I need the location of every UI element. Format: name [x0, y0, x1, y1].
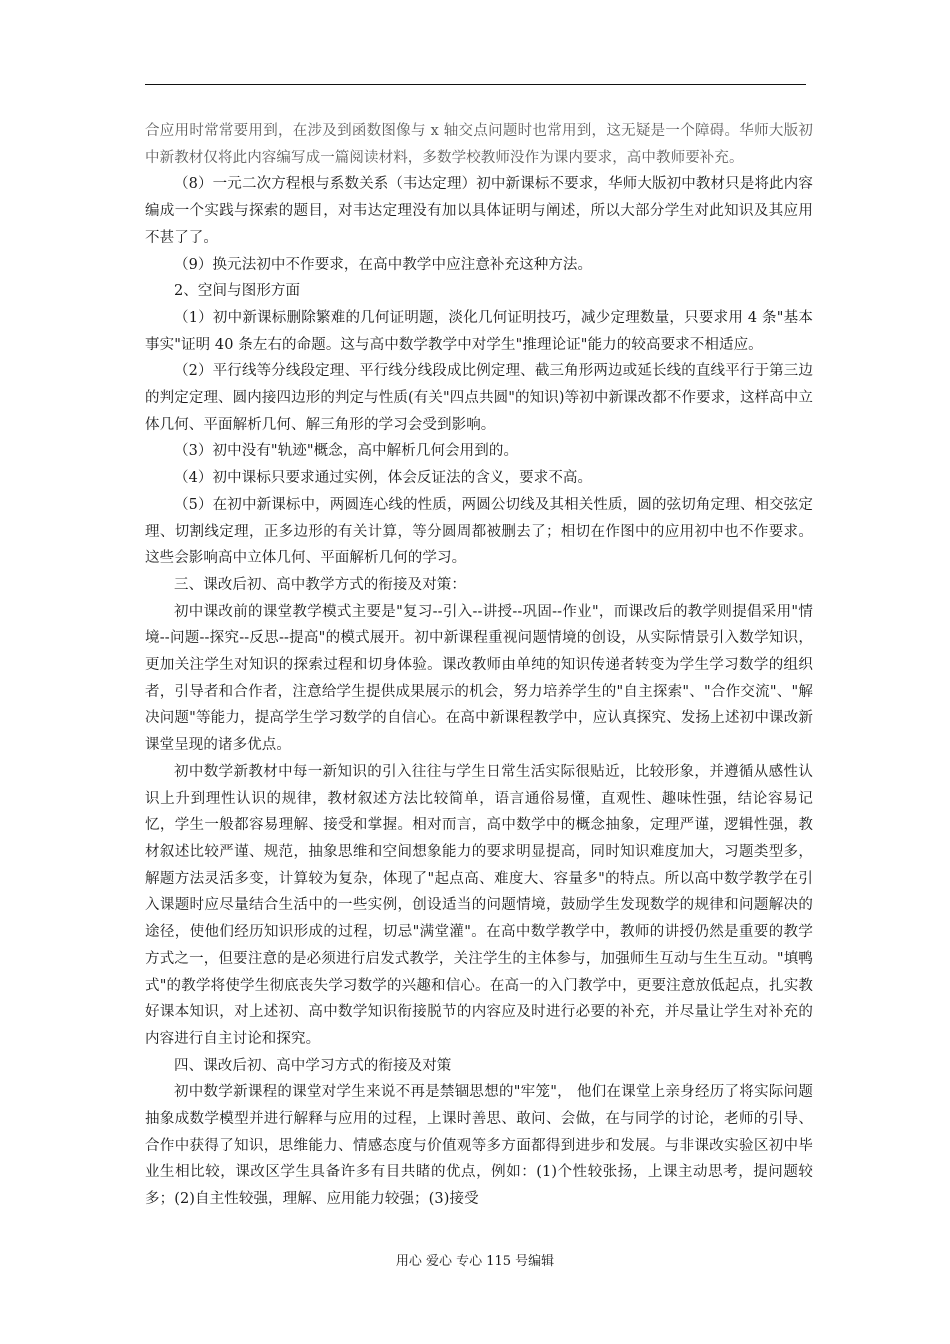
page-footer: 用心 爱心 专心 115 号编辑	[395, 1254, 555, 1269]
section-heading-geometry: 2、空间与图形方面	[174, 283, 301, 300]
paragraph-item-9: （9）换元法初中不作要求，在高中教学中应注意补充这种方法。	[174, 256, 593, 273]
section-heading-teaching-methods: 三、课改后初、高中教学方式的衔接及对策：	[174, 576, 466, 593]
paragraph-teaching-2: 初中数学新教材中每一新知识的引入往往与学生日常生活实际很贴近，比较形象，并遵循从感性认识上升到理性认识的规律，教材叙述方法比较简单，语言通俗易懂，直观性、趣味性强，结论容易记忆，学生一般都容易理解、接受和掌握。相对而言，高中数学中的概念抽象，定理严谨，逻辑性强，教材叙述比较严谨、规范，抽象思维和空间想象能力的要求明显提高，同时知识难度加大，习题类型多，解题方法灵活多变，计算较为复杂，体现了"起点高、难度大、容量多"的特点。所以高中数学教学在引入课题时应尽量结合生活中的一些实例，创设适当的问题情境，鼓励学生发现数学的规律和问题解决的途径，使他们经历知识形成的过程，切忌"满堂灌"。在高中数学教学中，教师的讲授仍然是重要的教学方式之一，但要注意的是必须进行启发式教学，关注学生的主体参与，加强师生互动与生生互动。"填鸭式"的教学将使学生彻底丧失学习数学的兴趣和信心。在高一的入门教学中，更要注意放低起点，扎实教好课本知识，对上述初、高中数学知识衔接脱节的内容应及时进行必要的补充，并尽量让学生对补充的内容进行自主讨论和探究。	[145, 763, 813, 1047]
paragraph-continuation: 合应用时常常要用到，在涉及到函数图像与 x 轴交点问题时也常用到，这无疑是一个障碍。华师大版初中新教材仅将此内容编写成一篇阅读材料，多数学校教师没作为课内要求，高中教师要补充。	[145, 123, 813, 166]
paragraph-geometry-1: （1）初中新课标删除繁难的几何证明题，淡化几何证明技巧，减少定理数量，只要求用 4 条"基本事实"证明 40 条左右的命题。这与高中数学教学中对学生"推理论证"能力的较高要求不相适应。	[145, 309, 813, 353]
paragraph-geometry-3: （3）初中没有"轨迹"概念，高中解析几何会用到的。	[174, 443, 519, 460]
document-body	[145, 118, 813, 1213]
header-rule	[145, 84, 806, 85]
paragraph-geometry-4: （4）初中课标只要求通过实例，体会反证法的含义，要求不高。	[174, 470, 593, 487]
paragraph-geometry-2: （2）平行线等分线段定理、平行线分线段成比例定理、截三角形两边或延长线的直线平行于第三边的判定定理、圆内接四边形的判定与性质(有关"四点共圆"的知识)等初中新课改都不作要求，这样高中立体几何、平面解析几何、解三角形的学习会受到影响。	[145, 363, 813, 433]
paragraph-geometry-5: （5）在初中新课标中，两圆连心线的性质，两圆公切线及其相关性质，圆的弦切角定理、相交弦定理、切割线定理，正多边形的有关计算，等分圆周都被删去了；相切在作图中的应用初中也不作要求。这些会影响高中立体几何、平面解析几何的学习。	[145, 496, 813, 567]
paragraph-teaching-1: 初中课改前的课堂教学模式主要是"复习--引入--讲授--巩固--作业"，而课改后的教学则提倡采用"情境--问题--探究--反思--提高"的模式展开。初中新课程重视问题情境的创设，从实际情景引入数学知识，更加关注学生对知识的探索过程和切身体验。课改教师由单纯的知识传递者转变为学生学习数学的组织者，引导者和合作者，注意给学生提供成果展示的机会，努力培养学生的"自主探索"、"合作交流"、"解决问题"等能力，提高学生学习数学的自信心。在高中新课程教学中，应认真探究、发扬上述初中课改新课堂呈现的诸多优点。	[145, 603, 813, 754]
section-heading-learning-methods: 四、课改后初、高中学习方式的衔接及对策	[174, 1057, 452, 1074]
paragraph-item-8: （8）一元二次方程根与系数关系（韦达定理）初中新课标不要求，华师大版初中教材只是将此内容编成一个实践与探索的题目，对韦达定理没有加以具体证明与阐述，所以大部分学生对此知识及其应用不甚了了。	[145, 176, 813, 246]
paragraph-learning-1: 初中数学新课程的课堂对学生来说不再是禁锢思想的"牢笼"， 他们在课堂上亲身经历了将实际问题抽象成数学模型并进行解释与应用的过程，上课时善思、敢问、会做，在与同学的讨论，老师的引导、合作中获得了知识，思维能力、情感态度与价值观等多方面都得到进步和发展。与非课改实验区初中毕业生相比较，课改区学生具备许多有目共睹的优点，例如：(1)个性较张扬，上课主动思考，提问题较多；(2)自主性较强，理解、应用能力较强；(3)接受	[145, 1084, 813, 1208]
